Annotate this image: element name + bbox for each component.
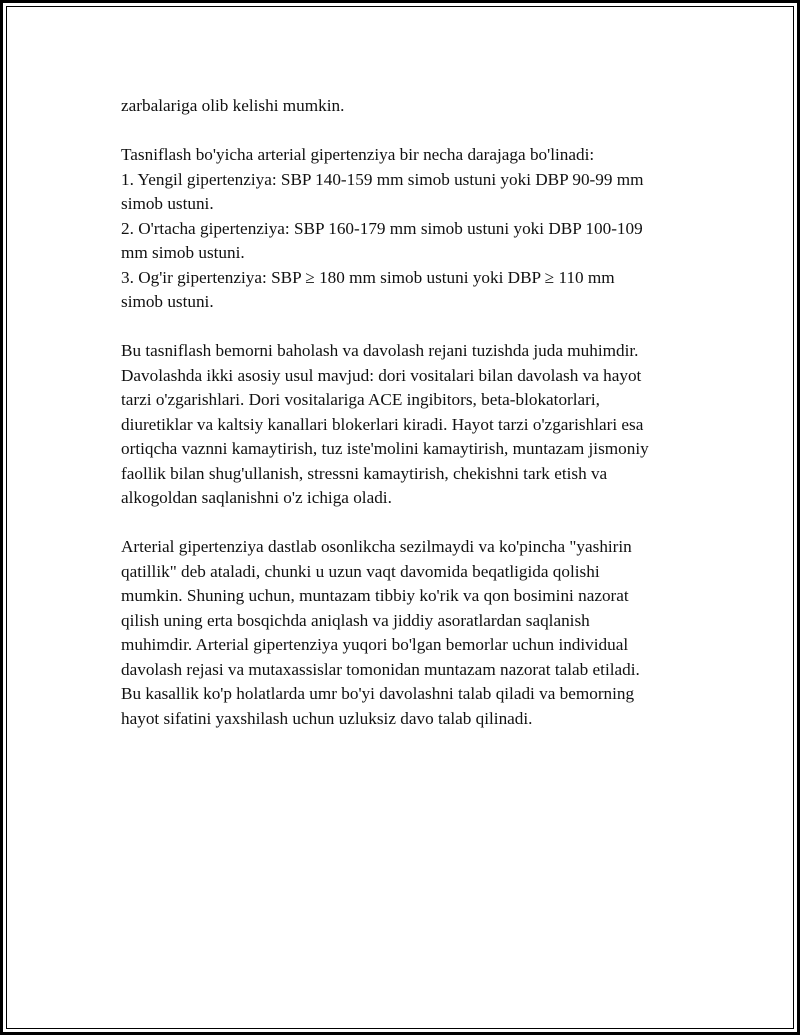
- paragraph-classification: [121, 143, 691, 315]
- text-line: mumkin. Shuning uchun, muntazam tibbiy ko'rik va qon bosimini nazorat: [121, 586, 629, 605]
- text-line: tarzi o'zgarishlari. Dori vositalariga ACE ingibitors, beta-blokatorlari,: [121, 390, 600, 409]
- text-line: Bu kasallik ko'p holatlarda umr bo'yi davolashni talab qiladi va bemorning: [121, 684, 635, 703]
- text-line: diuretiklar va kaltsiy kanallari blokerlari kiradi. Hayot tarzi o'zgarishlari esa: [121, 414, 644, 434]
- text-line: muhimdir. Arterial gipertenziya yuqori bo'lgan bemorlar uchun individual: [121, 635, 629, 654]
- list-item-severe: 3. Og'ir gipertenziya: SBP ≥ 180 mm simob ustuni yoki DBP ≥ 110 mm: [121, 267, 615, 287]
- paragraph-conclusion: [121, 535, 691, 731]
- text-line: mm simob ustuni.: [121, 243, 245, 262]
- text-line: zarbalariga olib kelishi mumkin.: [121, 96, 345, 115]
- text-line: Arterial gipertenziya dastlab osonlikcha sezilmaydi va ko'pincha "yashirin: [121, 537, 632, 556]
- text-line: alkogoldan saqlanishni o'z ichiga oladi.: [121, 488, 392, 507]
- text-line: faollik bilan shug'ullanish, stressni kamaytirish, chekishni tark etish va: [121, 463, 608, 483]
- text-line: qatillik" deb ataladi, chunki u uzun vaqt davomida beqatligida qolishi: [121, 561, 600, 581]
- paragraph-intro: [121, 94, 691, 119]
- text-line: simob ustuni.: [121, 194, 214, 213]
- text-line: Davolashda ikki asosiy usul mavjud: dori vositalari bilan davolash va hayot: [121, 365, 642, 385]
- text-line: ortiqcha vaznni kamaytirish, tuz iste'molini kamaytirish, muntazam jismoniy: [121, 439, 649, 458]
- list-item-moderate: 2. O'rtacha gipertenziya: SBP 160-179 mm simob ustuni yoki DBP 100-109: [121, 218, 643, 238]
- text-line: hayot sifatini yaxshilash uchun uzluksiz davo talab qilinadi.: [121, 708, 533, 728]
- text-line: davolash rejasi va mutaxassislar tomonidan muntazam nazorat talab etiladi.: [121, 659, 640, 679]
- text-line: Bu tasniflash bemorni baholash va davolash rejani tuzishda juda muhimdir.: [121, 341, 639, 360]
- document-body: [121, 94, 691, 756]
- paragraph-treatment: [121, 339, 691, 511]
- list-item-mild: 1. Yengil gipertenziya: SBP 140-159 mm simob ustuni yoki DBP 90-99 mm: [121, 169, 644, 189]
- text-line: simob ustuni.: [121, 292, 214, 311]
- text-line: Tasniflash bo'yicha arterial gipertenziya bir necha darajaga bo'linadi:: [121, 145, 595, 164]
- text-line: qilish uning erta bosqichda aniqlash va jiddiy asoratlardan saqlanish: [121, 610, 590, 630]
